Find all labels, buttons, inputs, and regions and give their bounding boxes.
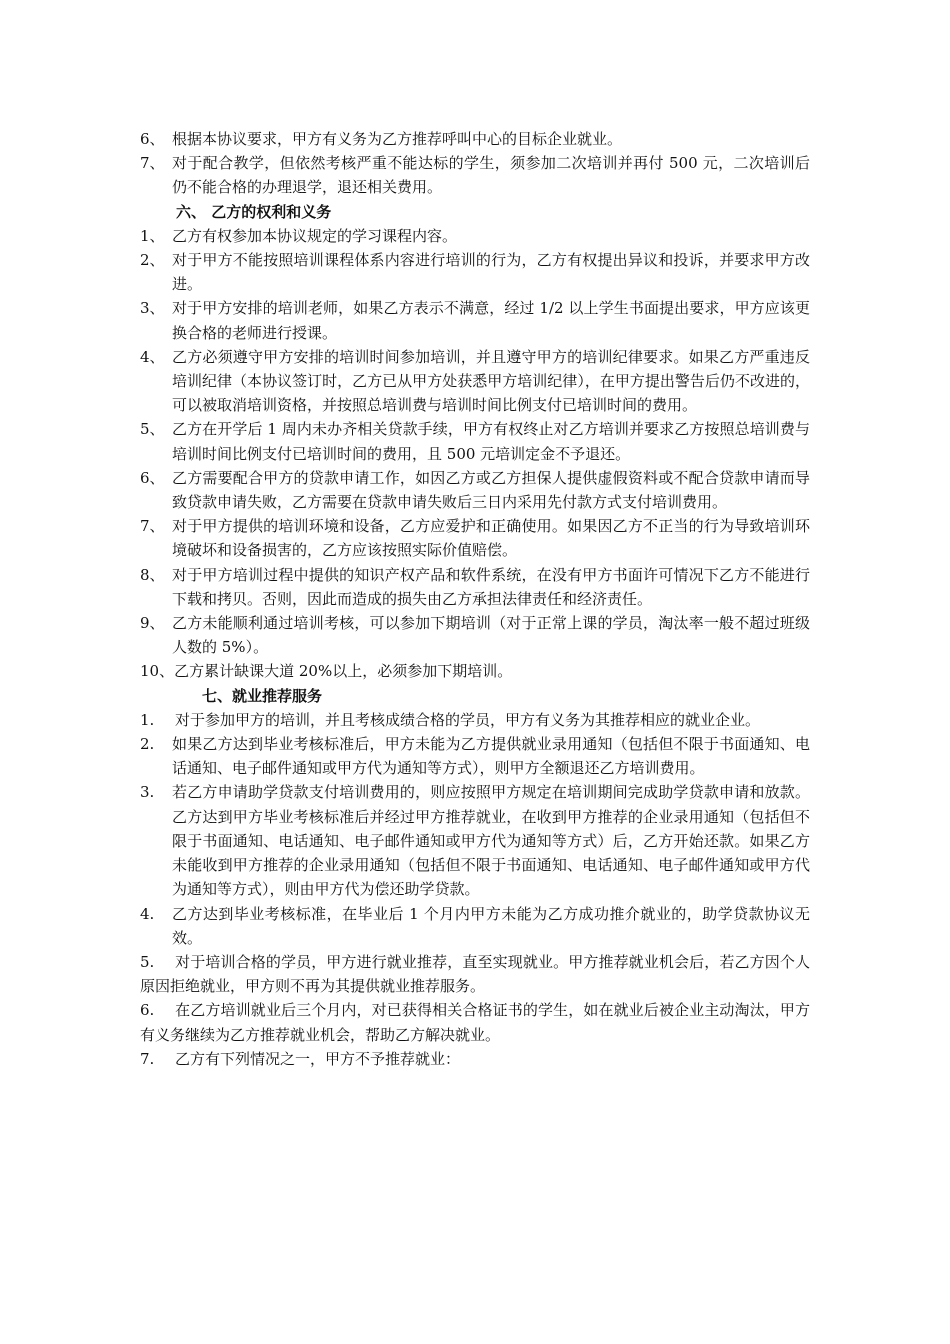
item-number: 6、	[140, 468, 165, 487]
item-number: 5.	[140, 952, 155, 971]
item-number: 2、	[140, 251, 165, 270]
item-text: 如果乙方达到毕业考核标准后，甲方未能为乙方提供就业录用通知（包括但不限于书面通知、电话通知、电子邮件通知或甲方代为通知等方式），则甲方全额退还乙方培训费用。	[172, 735, 810, 778]
list-item	[140, 466, 810, 514]
list-item	[140, 708, 810, 732]
section-6-heading: 六、 乙方的权利和义务	[176, 202, 332, 221]
list-item	[140, 950, 810, 998]
item-text: 乙方有权参加本协议规定的学习课程内容。	[172, 226, 458, 245]
item-number: 2.	[140, 735, 155, 754]
item-text: 在乙方培训就业后三个月内，对已获得相关合格证书的学生，如在就业后被企业主动淘汰，甲方有义务继续为乙方推荐就业机会，帮助乙方解决就业。	[140, 1001, 810, 1044]
list-item	[140, 151, 810, 199]
list-item-10: 10、乙方累计缺课大道 20%以上，必须参加下期培训。	[140, 662, 513, 681]
item-number: 3.	[140, 783, 155, 802]
list-item	[140, 780, 810, 901]
list-item	[140, 732, 810, 780]
list-item	[140, 611, 810, 659]
item-text: 根据本协议要求，甲方有义务为乙方推荐呼叫中心的目标企业就业。	[172, 130, 623, 148]
item-text: 对于配合教学，但依然考核严重不能达标的学生，须参加二次培训并再付 500 元，二次培训后仍不能合格的办理退学，退还相关费用。	[172, 154, 810, 197]
item-text: 乙方达到毕业考核标准，在毕业后 1 个月内甲方未能为乙方成功推介就业的，助学贷款协议无效。	[172, 904, 810, 947]
item-number: 7、	[140, 517, 165, 536]
list-item	[140, 1047, 810, 1071]
list-item	[140, 998, 810, 1046]
list-item	[140, 248, 810, 296]
item-text: 乙方未能顺利通过培训考核，可以参加下期培训（对于正常上课的学员，淘汰率一般不超过班级人数的 5%）。	[172, 614, 810, 657]
item-number: 8、	[140, 565, 165, 584]
document-body	[140, 127, 810, 1071]
item-text: 对于参加甲方的培训，并且考核成绩合格的学员，甲方有义务为其推荐相应的就业企业。	[175, 710, 761, 729]
list-item	[140, 563, 810, 611]
section-7-heading: 七、就业推荐服务	[202, 686, 323, 705]
item-text: 乙方有下列情况之一，甲方不予推荐就业：	[175, 1049, 461, 1068]
item-number: 4、	[140, 347, 165, 366]
list-item	[140, 514, 810, 562]
item-number: 1.	[140, 710, 155, 729]
item-text: 对于甲方提供的培训环境和设备，乙方应爱护和正确使用。如果因乙方不正当的行为导致培训环境破坏和设备损害的，乙方应该按照实际价值赔偿。	[172, 517, 810, 560]
item-number: 5、	[140, 420, 165, 439]
item-number: 6.	[140, 1001, 155, 1020]
item-text: 乙方必须遵守甲方安排的培训时间参加培训，并且遵守甲方的培训纪律要求。如果乙方严重违反培训纪律（本协议签订时，乙方已从甲方处获悉甲方培训纪律），在甲方提出警告后仍不改进的，可以被取消培训资格，并按照总培训费与培训时间比例支付已培训时间的费用。	[172, 347, 810, 415]
list-item	[140, 127, 810, 151]
item-number: 3、	[140, 299, 165, 318]
item-number: 6、	[140, 130, 165, 148]
item-number: 7.	[140, 1049, 155, 1068]
list-item	[140, 345, 810, 418]
item-text: 对于培训合格的学员，甲方进行就业推荐，直至实现就业。甲方推荐就业机会后，若乙方因个人原因拒绝就业，甲方则不再为其提供就业推荐服务。	[140, 952, 810, 996]
item-number: 7、	[140, 154, 165, 173]
item-text: 对于甲方培训过程中提供的知识产权产品和软件系统，在没有甲方书面许可情况下乙方不能进行下载和拷贝。否则，因此而造成的损失由乙方承担法律责任和经济责任。	[172, 565, 810, 608]
item-number: 4.	[140, 904, 155, 923]
item-number: 1、	[140, 226, 165, 245]
list-item	[140, 224, 810, 248]
list-item	[140, 902, 810, 950]
item-number: 9、	[140, 614, 165, 633]
item-text: 对于甲方安排的培训老师，如果乙方表示不满意，经过 1/2 以上学生书面提出要求，甲方应该更换合格的老师进行授课。	[172, 299, 810, 342]
item-text: 若乙方申请助学贷款支付培训费用的，则应按照甲方规定在培训期间完成助学贷款申请和放款。乙方达到甲方毕业考核标准后并经过甲方推荐就业，在收到甲方推荐的企业录用通知（包括但不限于书面通知、电话通知、电子邮件通知或甲方代为通知等方式）后，乙方开始还款。如果乙方未能收到甲方推荐的企业录用通知（包括但不限于书面通知、电话通知、电子邮件通知或甲方代为通知等方式），则由甲方代为偿还助学贷款。	[172, 783, 810, 899]
item-text: 乙方在开学后 1 周内未办齐相关贷款手续，甲方有权终止对乙方培训并要求乙方按照总培训费与培训时间比例支付已培训时间的费用，且 500 元培训定金不予退还。	[172, 420, 810, 463]
list-item	[140, 296, 810, 344]
item-text: 乙方需要配合甲方的贷款申请工作，如因乙方或乙方担保人提供虚假资料或不配合贷款申请而导致贷款申请失败，乙方需要在贷款申请失败后三日内采用先付款方式支付培训费用。	[172, 468, 810, 512]
list-item	[140, 417, 810, 465]
item-text: 对于甲方不能按照培训课程体系内容进行培训的行为，乙方有权提出异议和投诉，并要求甲方改进。	[172, 251, 810, 294]
